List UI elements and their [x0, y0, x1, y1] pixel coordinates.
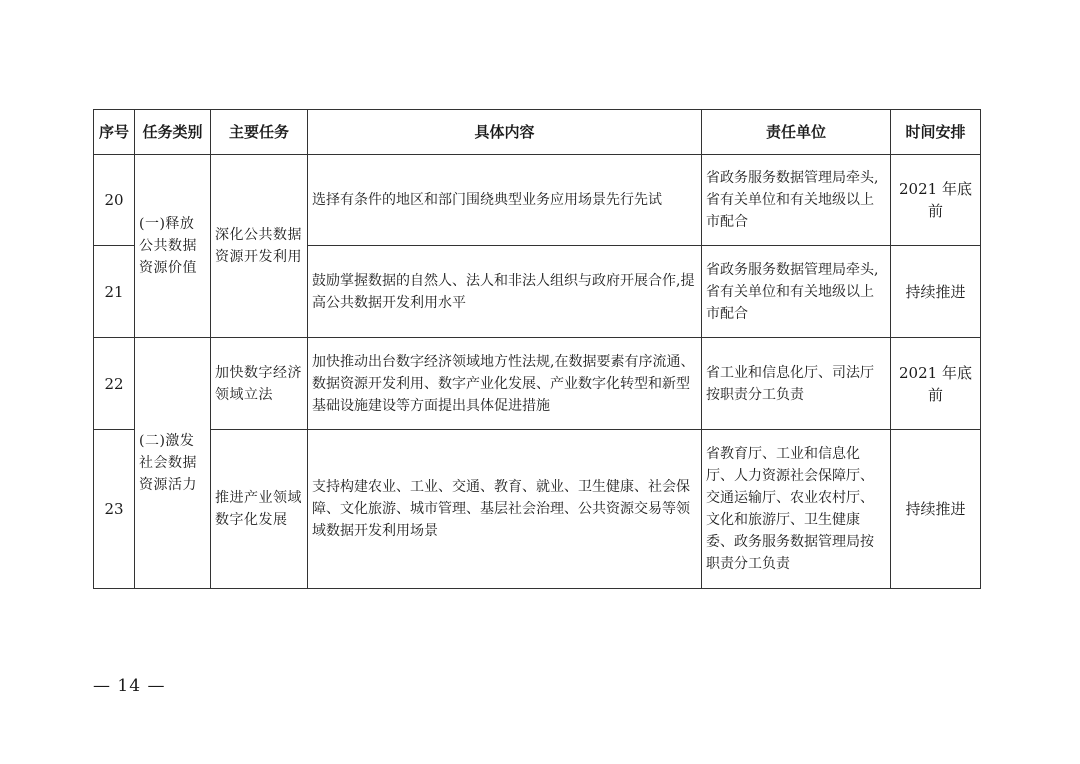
main-task-text: 推进产业领域数字化发展: [215, 490, 302, 528]
header-schedule: 时间安排: [891, 110, 981, 155]
page-number: — 14 —: [93, 676, 166, 696]
row-content: 加快推动出台数字经济领域地方性法规,在数据要素有序流通、数据资源开发利用、数字产业化发展、产业数字化转型和新型基础设施建设等方面提出具体促进措施: [308, 338, 702, 430]
row-main-task: [211, 155, 308, 338]
row-serial: 21: [94, 246, 135, 338]
header-category: 任务类别: [135, 110, 211, 155]
header-content: 具体内容: [308, 110, 702, 155]
row-serial: 23: [94, 430, 135, 589]
task-table-container: [93, 109, 980, 589]
header-main-task: 主要任务: [211, 110, 308, 155]
row-serial: 20: [94, 155, 135, 246]
row-schedule: 持续推进: [891, 430, 981, 589]
row-content: 支持构建农业、工业、交通、教育、就业、卫生健康、社会保障、文化旅游、城市管理、基层社会治理、公共资源交易等领域数据开发利用场景: [308, 430, 702, 589]
table-row: [94, 155, 981, 246]
table-row: [94, 338, 981, 430]
row-category: [135, 155, 211, 338]
row-responsible-unit: 省工业和信息化厅、司法厅按职责分工负责: [702, 338, 891, 430]
row-schedule: 持续推进: [891, 246, 981, 338]
task-table: [93, 109, 981, 589]
row-main-task: [211, 430, 308, 589]
table-header-row: [94, 110, 981, 155]
main-task-text: 加快数字经济领域立法: [215, 364, 302, 403]
row-category: [135, 338, 211, 589]
header-responsible-unit: 责任单位: [702, 110, 891, 155]
header-serial: 序号: [94, 110, 135, 155]
row-responsible-unit: 省政务服务数据管理局牵头,省有关单位和有关地级以上市配合: [702, 155, 891, 246]
row-content: 选择有条件的地区和部门围绕典型业务应用场景先行先试: [308, 155, 702, 246]
row-main-task: [211, 338, 308, 430]
row-content: 鼓励掌握数据的自然人、法人和非法人组织与政府开展合作,提高公共数据开发利用水平: [308, 246, 702, 338]
category-text: (二)激发社会数据资源活力: [139, 433, 197, 493]
category-text: (一)释放公共数据资源价值: [139, 216, 197, 276]
row-schedule: 2021 年底前: [891, 338, 981, 430]
main-task-text: 深化公共数据资源开发利用: [215, 227, 302, 265]
row-serial: 22: [94, 338, 135, 430]
table-row: [94, 430, 981, 589]
row-responsible-unit: 省政务服务数据管理局牵头,省有关单位和有关地级以上市配合: [702, 246, 891, 338]
row-schedule: 2021 年底前: [891, 155, 981, 246]
row-responsible-unit: 省教育厅、工业和信息化厅、人力资源社会保障厅、交通运输厅、农业农村厅、文化和旅游厅、卫生健康委、政务服务数据管理局按职责分工负责: [702, 430, 891, 589]
